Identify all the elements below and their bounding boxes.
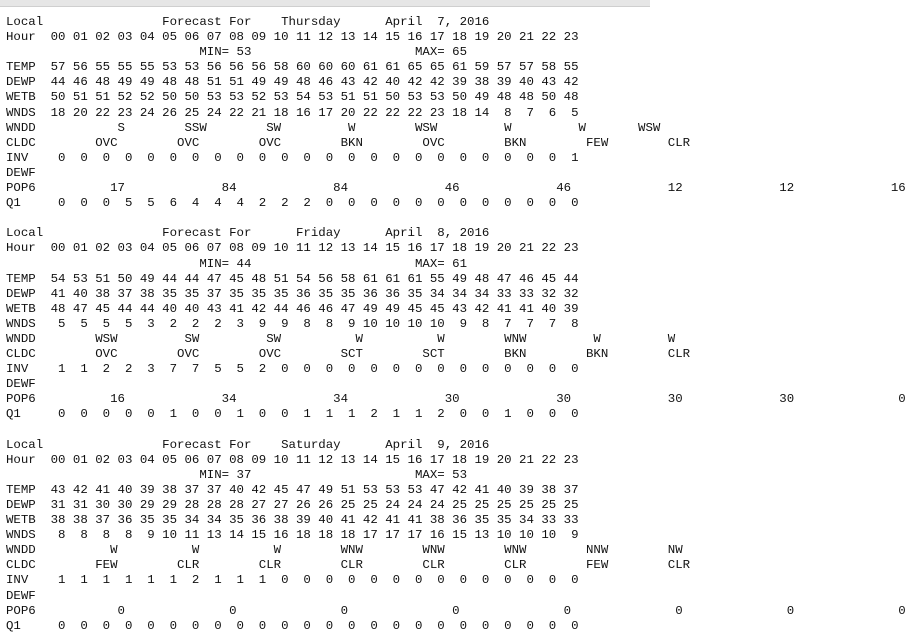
hour-row: Hour 00 01 02 03 04 05 06 07 08 09 10 11 12 13 14 15 16 17 18 19 20 21 22 23 <box>6 452 579 467</box>
forecast-block-friday <box>6 226 906 421</box>
wetb-row: WETB 48 47 45 44 44 40 40 43 41 42 44 46 46 47 49 49 45 45 43 42 41 41 40 39 <box>6 301 579 316</box>
wndd-row: WNDD W W W WNW WNW WNW NNW NW <box>6 543 683 558</box>
wndd-row: WNDD S SSW SW W WSW W W WSW <box>6 120 661 135</box>
forecast-block-thursday <box>6 15 906 210</box>
dewf-row: DEWF <box>6 165 36 180</box>
forecast-header: Local Forecast For Thursday April 7, 2016 <box>6 15 490 29</box>
dewp-row: DEWP 41 40 38 37 38 35 35 37 35 35 35 36 35 35 36 36 35 34 34 34 33 33 32 32 <box>6 286 579 301</box>
wnds-row: WNDS 5 5 5 5 3 2 2 2 3 9 9 8 8 9 10 10 10 10 9 8 7 7 7 8 <box>6 316 579 331</box>
wetb-row: WETB 38 38 37 36 35 35 34 34 35 36 38 39 40 41 42 41 41 38 36 35 35 34 33 33 <box>6 513 579 528</box>
min-max-row: MIN= 37 MAX= 53 <box>6 467 468 482</box>
dewp-row: DEWP 31 31 30 30 29 29 28 28 28 27 27 26 26 25 25 24 24 24 25 25 25 25 25 25 <box>6 498 579 512</box>
forecast-header: Local Forecast For Saturday April 9, 2016 <box>6 437 490 452</box>
pop6-row: POP6 17 84 84 46 46 12 12 16 <box>6 181 906 196</box>
wnds-row: WNDS 18 20 22 23 24 26 25 24 22 21 18 16 17 20 22 22 22 23 18 14 8 7 6 5 <box>6 105 579 120</box>
inv-row: INV 1 1 1 1 1 1 2 1 1 1 0 0 0 0 0 0 0 0 0 0 0 0 0 0 <box>6 573 579 588</box>
wndd-row: WNDD WSW SW SW W W WNW W W <box>6 331 676 346</box>
q1-row: Q1 0 0 0 5 5 6 4 4 4 2 2 2 0 0 0 0 0 0 0 0 0 0 0 0 <box>6 196 579 211</box>
temp-row: TEMP 43 42 41 40 39 38 37 37 40 42 45 47 49 51 53 53 53 47 42 41 40 39 38 37 <box>6 482 579 497</box>
hour-row: Hour 00 01 02 03 04 05 06 07 08 09 10 11 12 13 14 15 16 17 18 19 20 21 22 23 <box>6 30 579 45</box>
q1-row: Q1 0 0 0 0 0 0 0 0 0 0 0 0 0 0 0 0 0 0 0 0 0 0 0 0 <box>6 618 579 633</box>
temp-row: TEMP 54 53 51 50 49 44 44 47 45 48 51 54 56 58 61 61 61 55 49 48 47 46 45 44 <box>6 271 579 286</box>
inv-row: INV 0 0 0 0 0 0 0 0 0 0 0 0 0 0 0 0 0 0 0 0 0 0 0 1 <box>6 150 579 165</box>
min-max-row: MIN= 44 MAX= 61 <box>6 256 468 271</box>
forecast-block-saturday <box>6 438 906 633</box>
forecast-header: Local Forecast For Friday April 8, 2016 <box>6 226 490 241</box>
q1-row: Q1 0 0 0 0 0 1 0 0 1 0 0 1 1 1 2 1 1 2 0 0 1 0 0 0 <box>6 407 579 422</box>
pop6-row: POP6 16 34 34 30 30 30 30 0 <box>6 392 906 407</box>
min-max-row: MIN= 53 MAX= 65 <box>6 45 468 60</box>
cldc-row: CLDC OVC OVC OVC SCT SCT BKN BKN CLR <box>6 347 691 362</box>
wnds-row: WNDS 8 8 8 8 9 10 11 13 14 15 16 18 18 18 17 17 17 16 15 13 10 10 10 9 <box>6 528 579 543</box>
temp-row: TEMP 57 56 55 55 55 53 53 56 56 56 58 60 60 60 61 61 65 65 61 59 57 57 58 55 <box>6 60 579 75</box>
window-top-bar <box>0 0 650 7</box>
pop6-row: POP6 0 0 0 0 0 0 0 0 <box>6 603 906 618</box>
forecast-text-document <box>6 15 906 634</box>
cldc-row: CLDC OVC OVC OVC BKN OVC BKN FEW CLR <box>6 135 691 150</box>
dewp-row: DEWP 44 46 48 49 49 48 48 51 51 49 49 48 46 43 42 40 42 42 39 38 39 40 43 42 <box>6 75 579 90</box>
hour-row: Hour 00 01 02 03 04 05 06 07 08 09 10 11 12 13 14 15 16 17 18 19 20 21 22 23 <box>6 241 579 256</box>
cldc-row: CLDC FEW CLR CLR CLR CLR CLR FEW CLR <box>6 558 691 573</box>
dewf-row: DEWF <box>6 377 36 392</box>
inv-row: INV 1 1 2 2 3 7 7 5 5 2 0 0 0 0 0 0 0 0 0 0 0 0 0 0 <box>6 362 579 377</box>
wetb-row: WETB 50 51 51 52 52 50 50 53 53 52 53 54 53 51 51 50 53 53 50 49 48 48 50 48 <box>6 90 579 105</box>
dewf-row: DEWF <box>6 588 36 603</box>
